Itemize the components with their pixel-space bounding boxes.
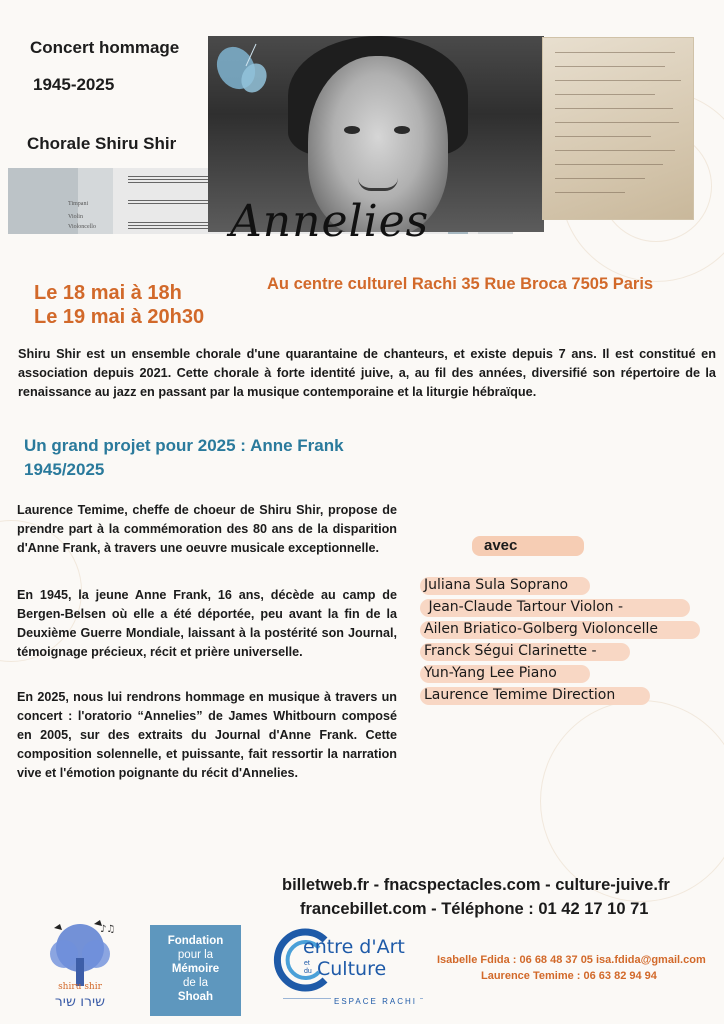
centre-line-1: entre d'Art	[303, 936, 405, 958]
centre-du: du	[304, 968, 312, 975]
centre-art-culture-logo	[273, 928, 428, 1010]
shiru-shir-logo	[34, 918, 126, 1016]
score-label: Timpani	[68, 201, 89, 207]
performer: Yun-Yang Lee Piano	[424, 665, 557, 681]
concert-title: Concert hommage	[30, 38, 180, 57]
contact-2: Laurence Temime : 06 63 82 94 94	[481, 970, 657, 982]
shiru-hebrew: שירו שיר	[54, 994, 106, 1010]
fondation-shoah-logo	[150, 925, 241, 1016]
performer: Ailen Briatico-Golberg Violoncelle	[424, 621, 658, 637]
project-paragraph-1: Laurence Temime, cheffe de choeur de Shiru Shir, propose de prendre part à la commémoration des 80 ans de la disparition d'Anne Frank, à travers une oeuvre musicale exceptionnelle.	[17, 503, 397, 555]
venue: Au centre culturel Rachi 35 Rue Broca 7505 Paris	[267, 275, 654, 293]
decorative-flower	[540, 700, 724, 902]
shiru-latin: shiru shir	[58, 982, 102, 992]
centre-et: et	[304, 960, 310, 967]
ticket-phone: francebillet.com - Téléphone : 01 42 17 10 71	[300, 900, 649, 918]
diary-page-image	[543, 38, 693, 219]
centre-subtitle: ESPACE RACHI	[331, 997, 420, 1006]
butterfly-icon	[208, 36, 278, 106]
fondation-line: Fondation	[167, 935, 224, 947]
performer: Laurence Temime Direction	[424, 687, 616, 703]
score-label: Violin	[68, 214, 83, 220]
work-title: Annelies	[230, 196, 430, 247]
years: 1945-2025	[33, 75, 115, 94]
project-title: Un grand projet pour 2025 : Anne Frank 1945/2025	[24, 436, 344, 479]
choir-name: Chorale Shiru Shir	[27, 134, 177, 153]
ticket-sites: billetweb.fr - fnacspectacles.com - culture-juive.fr	[282, 876, 670, 894]
fondation-line: Mémoire	[171, 963, 220, 975]
fondation-line: pour la	[177, 949, 214, 961]
tree-icon	[34, 918, 126, 990]
fondation-line: Shoah	[177, 991, 214, 1003]
date-2: Le 19 mai à 20h30	[34, 306, 205, 328]
date-1: Le 18 mai à 18h	[34, 282, 182, 304]
fondation-line: de la	[183, 977, 208, 989]
project-paragraph-2: En 1945, la jeune Anne Frank, 16 ans, décède au camp de Bergen-Belsen où elle a été déportée, peu avant la fin de la Deuxième Guerre Mondiale, laissant à la postérité son Journal, témoignage précieux, récit et prière universelle.	[17, 588, 397, 659]
svg-text:♪♫: ♪♫	[100, 924, 116, 935]
contact-1: Isabelle Fdida : 06 68 48 37 05 isa.fdida@gmail.com	[437, 954, 706, 966]
performers-heading: avec	[484, 537, 518, 554]
score-label: Violoncello	[68, 224, 96, 230]
performer: Jean-Claude Tartour Violon -	[424, 599, 624, 615]
project-paragraph-3: En 2025, nous lui rendrons hommage en musique à travers un concert : l'oratorio “Annelies” de James Whitbourn composé en 2005, sur des extraits du Journal d'Anne Frank. Cette composition solennelle, et puissante, fait ressortir la narration vive et l'émotion poignante du récit d'Annelies.	[17, 690, 397, 780]
intro-paragraph: Shiru Shir est un ensemble chorale d'une quarantaine de chanteurs, et existe depuis 7 ans. Il est constitué en association depuis 2021. Cette chorale à forte identité juive, a, au fil des années, diversifié son répertoire de la renaissance au jazz en passant par la musique contemporaine et la liturgie hébraïque.	[18, 347, 716, 399]
performer: Juliana Sula Soprano	[424, 577, 569, 593]
centre-line-2: Culture	[317, 958, 387, 980]
performer: Franck Ségui Clarinette -	[424, 643, 597, 659]
